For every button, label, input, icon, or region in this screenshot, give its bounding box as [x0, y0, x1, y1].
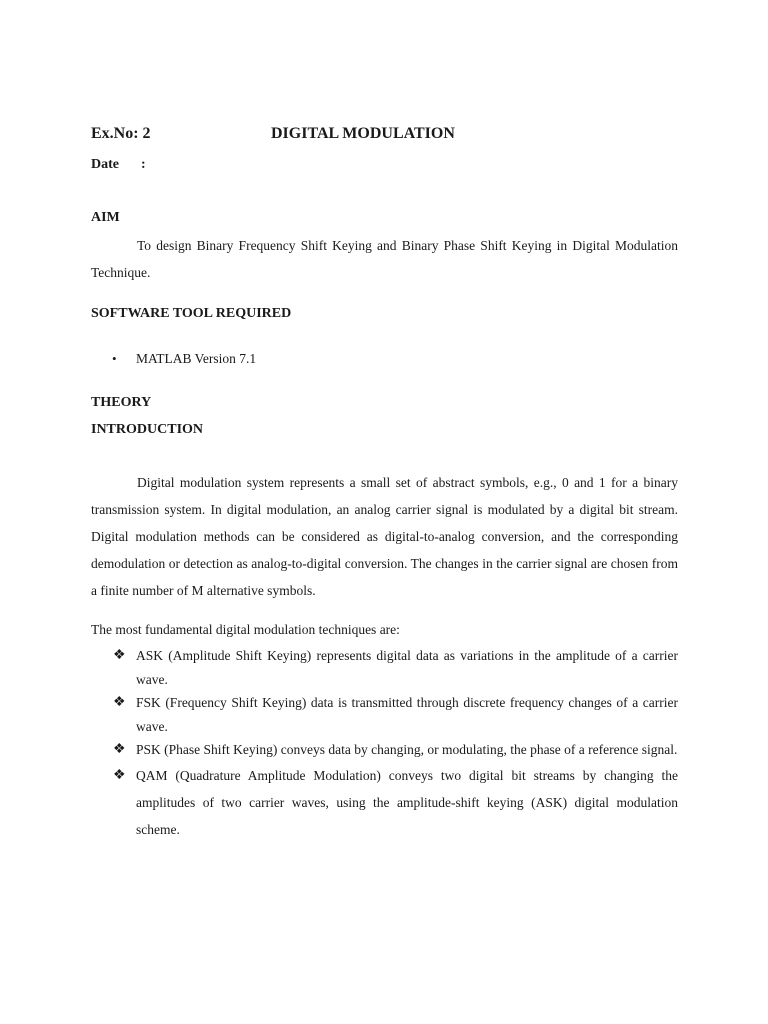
diamond-bullet-icon: ❖ [113, 767, 126, 783]
aim-heading: AIM [91, 210, 120, 225]
techniques-list [113, 644, 678, 843]
bullet-icon: • [112, 351, 117, 366]
list-item-fsk [113, 691, 678, 738]
diamond-bullet-icon: ❖ [113, 742, 126, 757]
date-label: Date [91, 157, 119, 172]
technique-text: ASK (Amplitude Shift Keying) represents digital data as variations in the amplitude of a carrier wave. [136, 648, 678, 687]
theory-heading: THEORY [91, 395, 152, 410]
diamond-bullet-icon: ❖ [113, 648, 126, 663]
diamond-bullet-icon: ❖ [113, 695, 126, 710]
document-title: DIGITAL MODULATION [271, 125, 455, 142]
introduction-heading: INTRODUCTION [91, 422, 204, 437]
exercise-number: Ex.No: 2 [91, 125, 151, 142]
list-item-ask [113, 644, 678, 691]
technique-text: QAM (Quadrature Amplitude Modulation) conveys two digital bit streams by changing the amplitudes of two carrier waves, using the amplitude-shift keying (ASK) digital modulation scheme. [136, 767, 678, 837]
date-line [91, 157, 146, 173]
software-item-label: MATLAB Version 7.1 [136, 351, 257, 366]
technique-text: FSK (Frequency Shift Keying) data is transmitted through discrete frequency changes of a carrier wave. [136, 695, 678, 734]
techniques-intro: The most fundamental digital modulation techniques are: [91, 622, 400, 637]
list-item-psk [113, 738, 678, 762]
technique-text: PSK (Phase Shift Keying) conveys data by changing, or modulating, the phase of a reference signal. [136, 742, 678, 757]
list-item-qam [113, 762, 678, 843]
introduction-paragraph: Digital modulation system represents a small set of abstract symbols, e.g., 0 and 1 for a binary transmission system. In digital modulation, an analog carrier signal is modulated by a digital bit stream. Digital modulation methods can be considered as digital-to-analog conversion, and the corresponding demodulation or detection as analog-to-digital conversion. The changes in the carrier signal are chosen from a finite number of M alternative symbols. [91, 475, 678, 598]
software-heading: SOFTWARE TOOL REQUIRED [91, 306, 292, 321]
date-colon: : [141, 157, 146, 172]
aim-text: To design Binary Frequency Shift Keying and Binary Phase Shift Keying in Digital Modulation Technique. [91, 238, 678, 280]
